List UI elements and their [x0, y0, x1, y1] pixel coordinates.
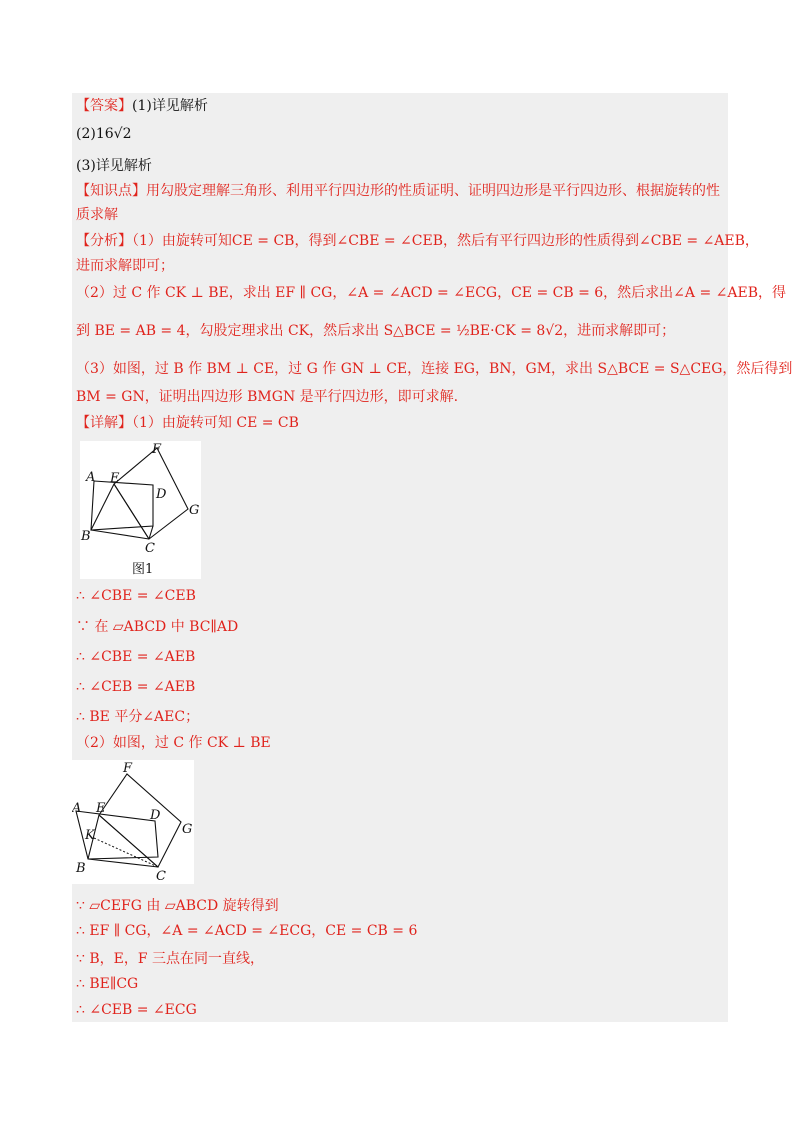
fig1-label-D: D	[156, 487, 167, 502]
fig1-label-C: C	[145, 541, 155, 556]
detail-text1: （1）由旋转可知 CE = CB	[132, 415, 299, 431]
part2-step-2: ∴ EF ∥ CG，∠A = ∠ACD = ∠ECG，CE = CB = 6	[76, 923, 418, 939]
fig1-label-E: E	[110, 471, 120, 486]
fig2-label-A: A	[72, 801, 82, 816]
analysis-line4: 到 BE = AB = 4，勾股定理求出 CK，然后求出 S△BCE = ½BE·CK = 8√2，进而求解即可；	[76, 323, 676, 339]
fig2-label-C: C	[156, 869, 166, 884]
knowledge-text: 用勾股定理解三角形、利用平行四边形的性质证明、证明四边形是平行四边形、根据旋转的性	[146, 183, 720, 199]
answer-label: 【答案】	[76, 98, 132, 114]
answer-line	[76, 96, 208, 116]
figure-1	[80, 441, 201, 579]
step-4: ∴ ∠CEB = ∠AEB	[76, 679, 196, 695]
knowledge-text-cont: 质求解	[76, 207, 118, 223]
analysis-line5: （3）如图，过 B 作 BM ⊥ CE，过 G 作 GN ⊥ CE，连接 EG，BN，GM，求出 S△BCE = S△CEG，然后得到	[76, 361, 793, 377]
fig2-label-B: B	[76, 861, 86, 876]
knowledge-label: 【知识点】	[76, 183, 146, 199]
fig2-label-K: K	[85, 828, 95, 843]
part2-heading: （2）如图，过 C 作 CK ⊥ BE	[76, 735, 271, 751]
fig2-label-D: D	[150, 808, 161, 823]
figure-1-diagram	[80, 441, 201, 579]
step-3: ∴ ∠CBE = ∠AEB	[76, 649, 196, 665]
analysis-line6: BM = GN，证明出四边形 BMGN 是平行四边形，即可求解.	[76, 389, 459, 405]
figure-2-diagram	[72, 760, 194, 884]
fig2-label-F: F	[123, 761, 133, 776]
answer-part2: (2)16√2	[76, 126, 132, 142]
part2-step-5: ∴ ∠CEB = ∠ECG	[76, 1002, 197, 1018]
knowledge-line	[76, 181, 720, 201]
analysis-line1	[76, 231, 759, 251]
answer-part3: (3)详见解析	[76, 158, 152, 174]
part2-step-3: ∵ B，E，F 三点在同一直线，	[76, 951, 265, 967]
fig1-label-F: F	[152, 442, 162, 457]
part2-step-1: ∵ ▱CEFG 由 ▱ABCD 旋转得到	[76, 898, 279, 914]
step-2: ∵ 在 ▱ABCD 中 BC∥AD	[76, 619, 239, 635]
detail-label: 【详解】	[76, 415, 132, 431]
fig1-label-A: A	[86, 470, 96, 485]
detail-line1	[76, 413, 299, 433]
analysis-line3: （2）过 C 作 CK ⊥ BE，求出 EF ∥ CG，∠A = ∠ACD = ∠ECG，CE = CB = 6，然后求出∠A = ∠AEB，得	[76, 285, 787, 301]
step-1: ∴ ∠CBE = ∠CEB	[76, 588, 196, 604]
analysis-text1: （1）由旋转可知CE = CB，得到∠CBE = ∠CEB，然后有平行四边形的性质得到∠CBE = ∠AEB，	[132, 233, 759, 249]
analysis-label: 【分析】	[76, 233, 132, 249]
part2-step-4: ∴ BE∥CG	[76, 976, 139, 992]
fig2-label-G: G	[182, 822, 193, 837]
fig2-label-E: E	[96, 801, 106, 816]
analysis-line2: 进而求解即可；	[76, 258, 174, 274]
fig1-label-B: B	[81, 529, 91, 544]
answer-part1: (1)详见解析	[132, 98, 208, 114]
figure-2	[72, 760, 194, 884]
fig1-label-G: G	[189, 503, 200, 518]
figure-1-caption: 图1	[132, 562, 154, 577]
step-5: ∴ BE 平分∠AEC；	[76, 709, 200, 725]
